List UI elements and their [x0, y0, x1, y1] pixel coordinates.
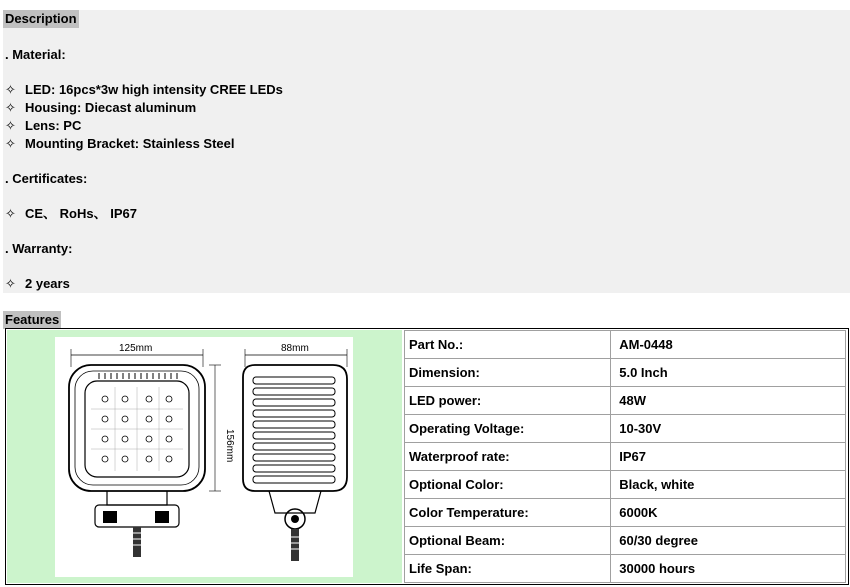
spec-key: Optional Beam:: [405, 527, 611, 555]
spec-value: 48W: [611, 387, 846, 415]
spec-table: [404, 330, 846, 583]
four-point-star-icon: ✧: [5, 118, 16, 133]
warranty-heading: . Warranty:: [5, 241, 73, 256]
table-row: [405, 359, 846, 387]
four-point-star-icon: ✧: [5, 276, 16, 291]
four-point-star-icon: ✧: [5, 100, 16, 115]
spec-value: 6000K: [611, 499, 846, 527]
material-item: ✧ Mounting Bracket: Stainless Steel: [5, 136, 235, 151]
work-light-drawing: [55, 337, 353, 577]
material-heading: . Material:: [5, 47, 66, 62]
height-dimension-label: 156mm: [224, 429, 235, 463]
spec-value: 60/30 degree: [611, 527, 846, 555]
material-item: ✧ Lens: PC: [5, 118, 82, 133]
spec-key: Dimension:: [405, 359, 611, 387]
spec-value: 5.0 Inch: [611, 359, 846, 387]
certificates-heading: . Certificates:: [5, 171, 88, 186]
spec-key: LED power:: [405, 387, 611, 415]
warranty-item: ✧ 2 years: [5, 276, 70, 291]
table-row: [405, 471, 846, 499]
width-dimension-label: 125mm: [119, 343, 153, 354]
spec-key: Life Span:: [405, 555, 611, 583]
spec-value: AM-0448: [611, 331, 846, 359]
four-point-star-icon: ✧: [5, 136, 16, 151]
spec-key: Waterproof rate:: [405, 443, 611, 471]
description-title: Description: [5, 11, 77, 26]
spec-value: 10-30V: [611, 415, 846, 443]
certificates-item: ✧ CE、 RoHs、 IP67: [5, 206, 137, 221]
table-row: [405, 415, 846, 443]
four-point-star-icon: ✧: [5, 206, 16, 221]
product-drawing-cell: [7, 330, 402, 583]
spec-value: Black, white: [611, 471, 846, 499]
depth-dimension-label: 88mm: [281, 343, 309, 354]
table-row: [405, 555, 846, 583]
spec-key: Part No.:: [405, 331, 611, 359]
table-row: [405, 443, 846, 471]
features-table: [5, 328, 849, 585]
product-drawing: [55, 337, 353, 577]
spec-key: Optional Color:: [405, 471, 611, 499]
spec-value: 30000 hours: [611, 555, 846, 583]
material-item: ✧ Housing: Diecast aluminum: [5, 100, 197, 115]
spec-key: Color Temperature:: [405, 499, 611, 527]
material-item: ✧ LED: 16pcs*3w high intensity CREE LEDs: [5, 82, 283, 97]
spec-key: Operating Voltage:: [405, 415, 611, 443]
table-row: [405, 527, 846, 555]
four-point-star-icon: ✧: [5, 82, 16, 97]
features-title: Features: [5, 312, 60, 327]
spec-value: IP67: [611, 443, 846, 471]
table-row: [405, 331, 846, 359]
table-row: [405, 387, 846, 415]
table-row: [405, 499, 846, 527]
